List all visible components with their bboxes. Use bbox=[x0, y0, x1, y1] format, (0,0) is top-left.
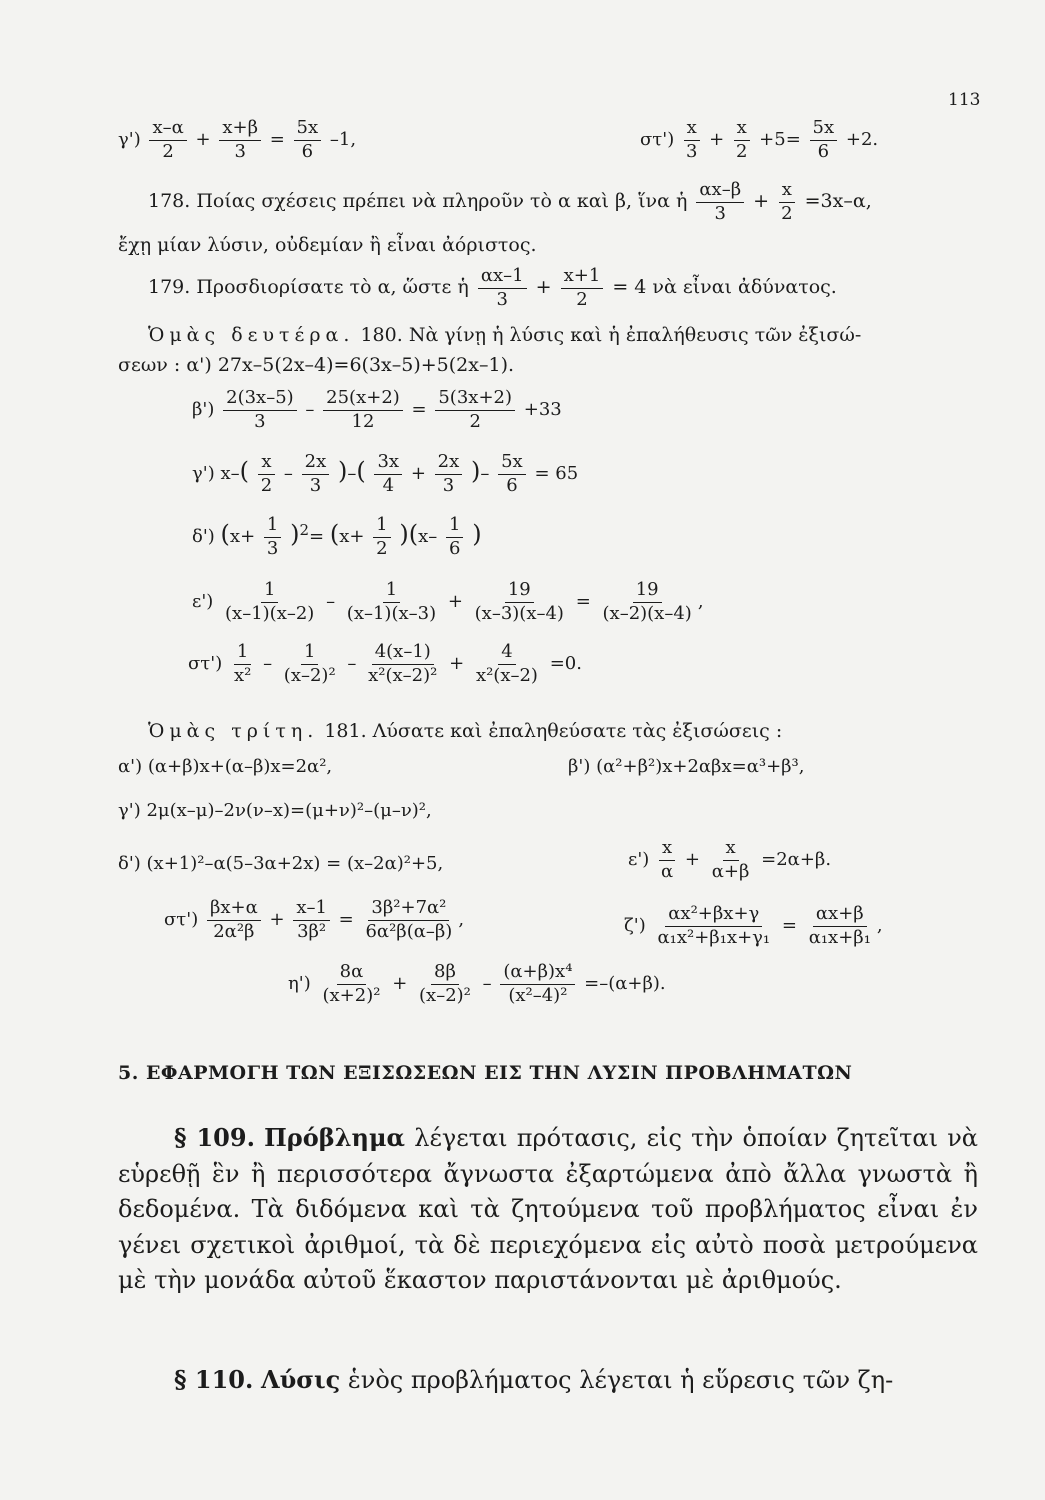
g3-gamma: γ') 2μ(x–μ)–2ν(ν–x)=(μ+ν)²–(μ–ν)², bbox=[118, 800, 432, 821]
exercise-st: στ') $\frac{x}{3}$ + $\frac{x}{2}$ +5= $\frac{5x}{6}$ +2. bbox=[640, 117, 879, 162]
exercise-178: 178. Ποίας σχέσεις πρέπει νὰ πληροῦν τὸ α καὶ β, ἵνα ἡ $\frac{\alpha x-\beta}{3}$ + $\frac{x}{2}$ =3x–α, bbox=[148, 179, 872, 224]
equation-delta: δ') (x+ $\frac{1}{3}$ )$^2$= (x+ $\frac{1}{2}$ )(x– $\frac{1}{6}$ ) bbox=[192, 514, 482, 559]
equation-st: στ') $\frac{1}{\text{x²}}$ – $\frac{1}{\text{(x–2)²}}$ – $\frac{4(x-1)}{\text{x²(x–2)²}}$ + $\frac{4}{\text{x²(x–2)}}$ =0. bbox=[188, 641, 582, 686]
equation-epsilon: ε') $\frac{1}{(x-1)(x-2)}$ – $\frac{1}{(x-1)(x-3)}$ + $\frac{19}{(x-3)(x-4)}$ = $\frac{19}{(x-2)(x-4)}$ , bbox=[192, 579, 704, 624]
equation-beta: β') $\frac{2(3x-5)}{3}$ – $\frac{25(x+2)}{12}$ = $\frac{5(3x+2)}{2}$ +33 bbox=[192, 387, 562, 432]
section-110: § 110. Λύσις ἑνὸς προβλήματος λέγεται ἡ εὕρεσις τῶν ζη- bbox=[174, 1365, 894, 1394]
group-three: Ὁμὰς τρίτη. 181. Λύσατε καὶ ἐπαληθεύσατε τὰς ἐξισώσεις : bbox=[148, 720, 783, 742]
section-109: § 109. Πρόβλημα λέγεται πρότασις, εἰς τὴν ὁποίαν ζητεῖται νὰ εὑρεθῇ ἓν ἢ περισσότερα ἄγνωστα ἐξαρτώμενα ἀπὸ ἄλλα γνωστὰ ἢ δεδομένα. Τὰ διδόμενα καὶ τὰ ζητούμενα τοῦ προβλήματος εἶναι ἐν γένει σχετικοὶ ἀριθμοί, τὰ δὲ περιεχόμενα εἰς αὐτὸ ποσὰ μετρούμενα μὲ τὴν μονάδα αὐτοῦ ἕκαστον παριστάνονται μὲ ἀριθμούς. bbox=[118, 1123, 978, 1295]
g3-beta: β') (α²+β²)x+2αβx=α³+β³, bbox=[568, 756, 805, 777]
exercise-179: 179. Προσδιορίσατε τὸ α, ὥστε ἡ $\frac{\alpha x-1}{3}$ + $\frac{x+1}{2}$ = 4 νὰ εἶναι ἀδύνατος. bbox=[148, 265, 837, 310]
g3-delta: δ') (x+1)²–α(5–3α+2x) = (x–2α)²+5, bbox=[118, 853, 444, 874]
exercise-178-line2: ἔχῃ μίαν λύσιν, οὐδεμίαν ἢ εἶναι ἀόριστος. bbox=[118, 234, 537, 256]
page-number: 113 bbox=[948, 90, 981, 110]
g3-epsilon: ε') $\frac{x}{\alpha}$ + $\frac{x}{\alpha+\beta}$ =2α+β. bbox=[628, 837, 832, 882]
g3-eta: η') $\frac{8\alpha}{\text{(x+2)²}}$ + $\frac{8\beta}{\text{(x–2)²}}$ – $\frac{\text{(α+β)x⁴}}{\text{(x²–4)²}}$ =–(α+β). bbox=[288, 961, 666, 1006]
g3-st: στ') $\frac{\beta x+\alpha}{\text{2α²β}}$ + $\frac{x-1}{\text{3β²}}$ = $\frac{\text{3β²+7α²}}{\text{6α²β(α–β)}}$ , bbox=[164, 897, 465, 942]
section-heading: 5. ΕΦΑΡΜΟΓΗ ΤΩΝ ΕΞΙΣΩΣΕΩΝ ΕΙΣ ΤΗΝ ΛΥΣΙΝ ΠΡΟΒΛΗΜΑΤΩΝ bbox=[118, 1062, 853, 1084]
g3-alpha: α') (α+β)x+(α–β)x=2α², bbox=[118, 756, 333, 777]
group-two-line2: σεων : α') 27x–5(2x–4)=6(3x–5)+5(2x–1). bbox=[118, 354, 515, 376]
group-two: Ὁμὰς δευτέρα. 180. Νὰ γίνῃ ἡ λύσις καὶ ἡ ἐπαλήθευσις τῶν ἐξισώ- bbox=[148, 324, 862, 346]
g3-zeta: ζ') $\frac{\text{αx²+βx+γ}}{\text{α₁x²+β₁x+γ₁}}$ = $\frac{\alpha x+\beta}{\text{α₁x+β₁}}$ , bbox=[624, 903, 883, 948]
exercise-gamma: γ') $\frac{x-\alpha}{2}$ + $\frac{x+\beta}{3}$ = $\frac{5x}{6}$ –1, bbox=[118, 117, 357, 162]
equation-gamma: γ') x–( $\frac{x}{2}$ – $\frac{2x}{3}$ )–( $\frac{3x}{4}$ + $\frac{2x}{3}$ )– $\frac{5x}{6}$ = 65 bbox=[192, 451, 579, 496]
